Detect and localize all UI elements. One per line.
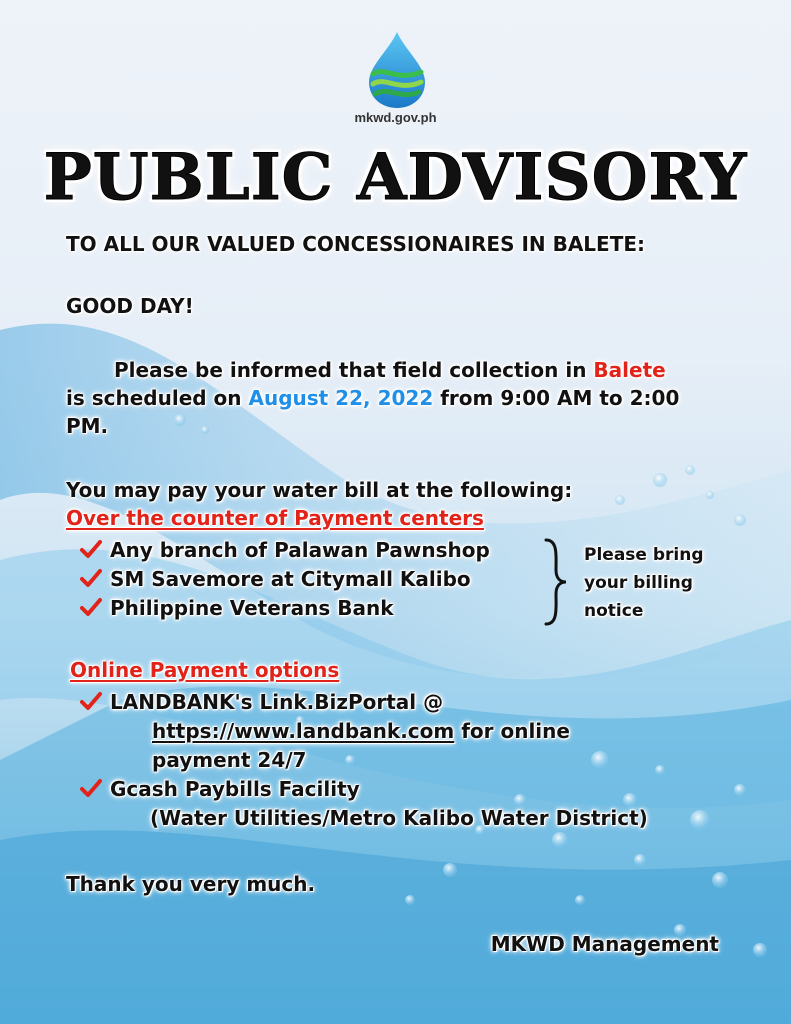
- red-checkmark-icon: [80, 539, 102, 559]
- online-list: LANDBANK's Link.BizPortal @ https://www.landbank.com for online payment 24/7 Gcash Paybills Facility (Water Utilities/Metro Kalibo Water District): [80, 688, 648, 833]
- red-checkmark-icon: [80, 597, 102, 617]
- red-checkmark-icon: [80, 778, 102, 798]
- notice-line-2: is scheduled on August 22, 2022 from 9:00 AM to 2:00: [66, 386, 680, 410]
- collection-date: August 22, 2022: [248, 386, 434, 410]
- place-name: Balete: [593, 358, 666, 382]
- notice-paragraph: [66, 356, 746, 440]
- list-item: LANDBANK's Link.BizPortal @: [80, 688, 648, 717]
- billing-note: Please bring your billing notice: [584, 545, 704, 621]
- signature: MKWD Management: [490, 932, 719, 956]
- notice-line-1: Please be informed that field collection in Balete: [114, 358, 666, 382]
- salutation: TO ALL OUR VALUED CONCESSIONAIRES IN BALETE:: [66, 232, 646, 256]
- closing-text: Thank you very much.: [66, 872, 316, 896]
- list-item: SM Savemore at Citymall Kalibo: [80, 565, 490, 594]
- page-title: PUBLIC ADVISORY: [43, 140, 748, 215]
- online-heading: Online Payment options: [70, 658, 340, 682]
- landbank-link[interactable]: https://www.landbank.com: [152, 719, 455, 743]
- list-item: Gcash Paybills Facility: [80, 775, 648, 804]
- list-item: Any branch of Palawan Pawnshop: [80, 536, 490, 565]
- red-checkmark-icon: [80, 568, 102, 588]
- notice-line-3: PM.: [66, 414, 109, 438]
- otc-heading: Over the counter of Payment centers: [66, 506, 484, 530]
- otc-list: [80, 536, 490, 623]
- mkwd-logo-icon: [365, 30, 429, 110]
- site-domain: mkwd.gov.ph: [354, 110, 437, 125]
- payment-intro: You may pay your water bill at the following:: [66, 478, 573, 502]
- list-item: Philippine Veterans Bank: [80, 594, 490, 623]
- red-checkmark-icon: [80, 691, 102, 711]
- greeting: GOOD DAY!: [66, 294, 194, 318]
- curly-brace-icon: [542, 536, 570, 628]
- online-item-url-line: https://www.landbank.com for online: [152, 719, 570, 743]
